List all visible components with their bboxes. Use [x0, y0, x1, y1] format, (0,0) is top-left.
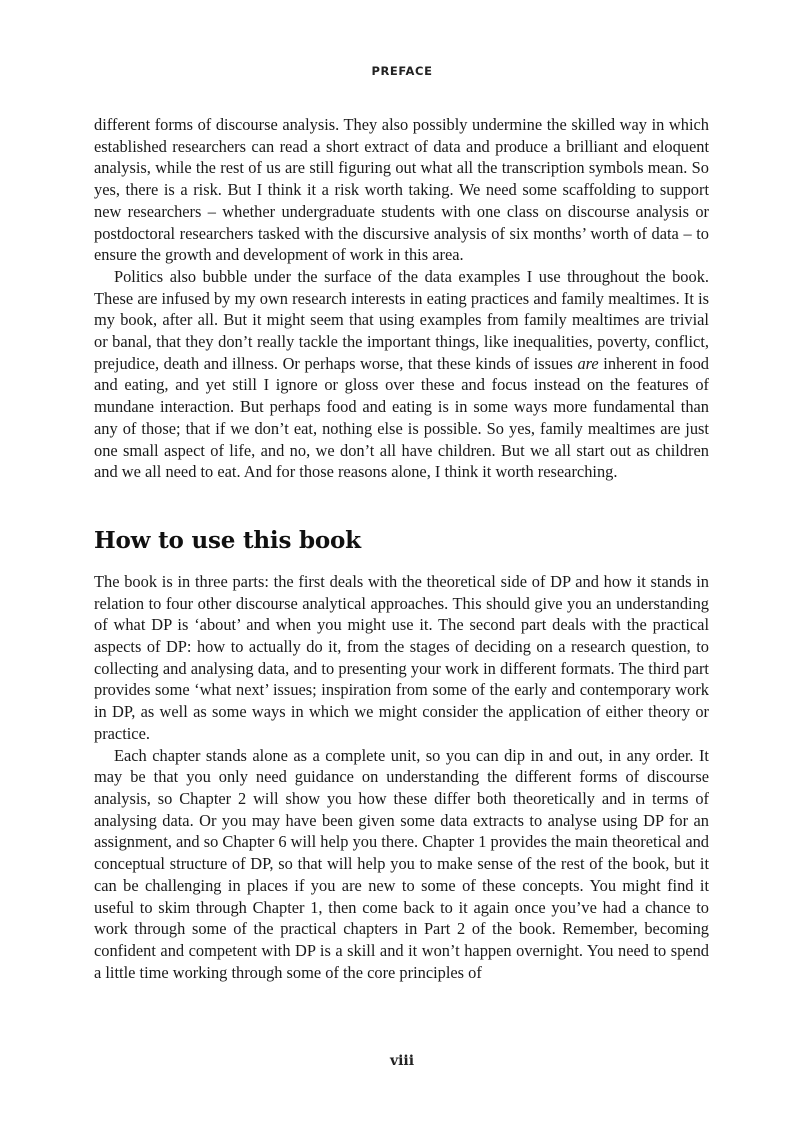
paragraph-2-part-1: Politics also bubble under the surface of the data examples I use throughout the book. These are infused by my own research interests in eating practices and family mealtimes. It is my book, after all. But it might seem that using examples from family mealtimes are trivial or banal, that they don’t really tackle the important things, like inequalities, poverty, conflict, prejudice, death and illness. Or perhaps worse, that these kinds of issues — [94, 266, 709, 373]
paragraph-2 — [94, 266, 709, 483]
page-body — [94, 114, 709, 983]
section-heading: How to use this book — [94, 526, 361, 554]
paragraph-3: The book is in three parts: the first deals with the theoretical side of DP and how it stands in relation to four other discourse analytical approaches. This should give you an understanding of what DP is ‘about’ and when you might use it. The second part deals with the practical aspects of DP: how to actually do it, from the stages of deciding on a research question, to collecting and analysing data, and to presenting your work in different formats. The third part provides some ‘what next’ issues; inspiration from some of the early and contemporary work in DP, as well as some ways in which we might consider the application of either theory or practice. — [94, 571, 709, 743]
paragraph-4: Each chapter stands alone as a complete unit, so you can dip in and out, in any order. It may be that you only need guidance on understanding the different forms of discourse analysis, so Chapter 2 will show you how these differ both theoretically and in terms of analysing data. Or you may have been given some data extracts to analyse using DP for an assignment, and so Chapter 6 will help you there. Chapter 1 provides the main theoretical and conceptual structure of DP, so that will help you to make sense of the rest of the book, but it can be challenging in places if you are new to some of these concepts. You might find it useful to skim through Chapter 1, then come back to it again once you’ve had a chance to work through some of the practical chapters in Part 2 of the book. Remember, becoming confident and competent with DP is a skill and it won’t happen overnight. You need to spend a little time working through some of the core principles of — [94, 745, 709, 982]
paragraph-1: different forms of discourse analysis. They also possibly undermine the skilled way in which established researchers can read a short extract of data and produce a brilliant and eloquent analysis, while the rest of us are still figuring out what all the transcription symbols mean. So yes, there is a risk. But I think it a risk worth taking. We need some scaffolding to support new researchers – whether undergraduate students with one class on discourse analysis or postdoctoral researchers tasked with the discursive analysis of six months’ worth of data – to ensure the growth and development of work in this area. — [94, 115, 709, 265]
emphasis-are: are — [577, 353, 599, 373]
paragraph-2-part-2: inherent in food and eating, and yet still I ignore or gloss over these and focus instead on the features of mundane interaction. But perhaps food and eating is in some ways more fundamental than any of those; that if we don’t eat, nothing else is possible. So yes, family mealtimes are just one small aspect of life, and no, we don’t all have children. But we all start out as children and we all need to eat. And for those reasons alone, I think it worth researching. — [94, 353, 709, 482]
running-head: PREFACE — [371, 64, 433, 78]
page-number: viii — [389, 1053, 415, 1069]
